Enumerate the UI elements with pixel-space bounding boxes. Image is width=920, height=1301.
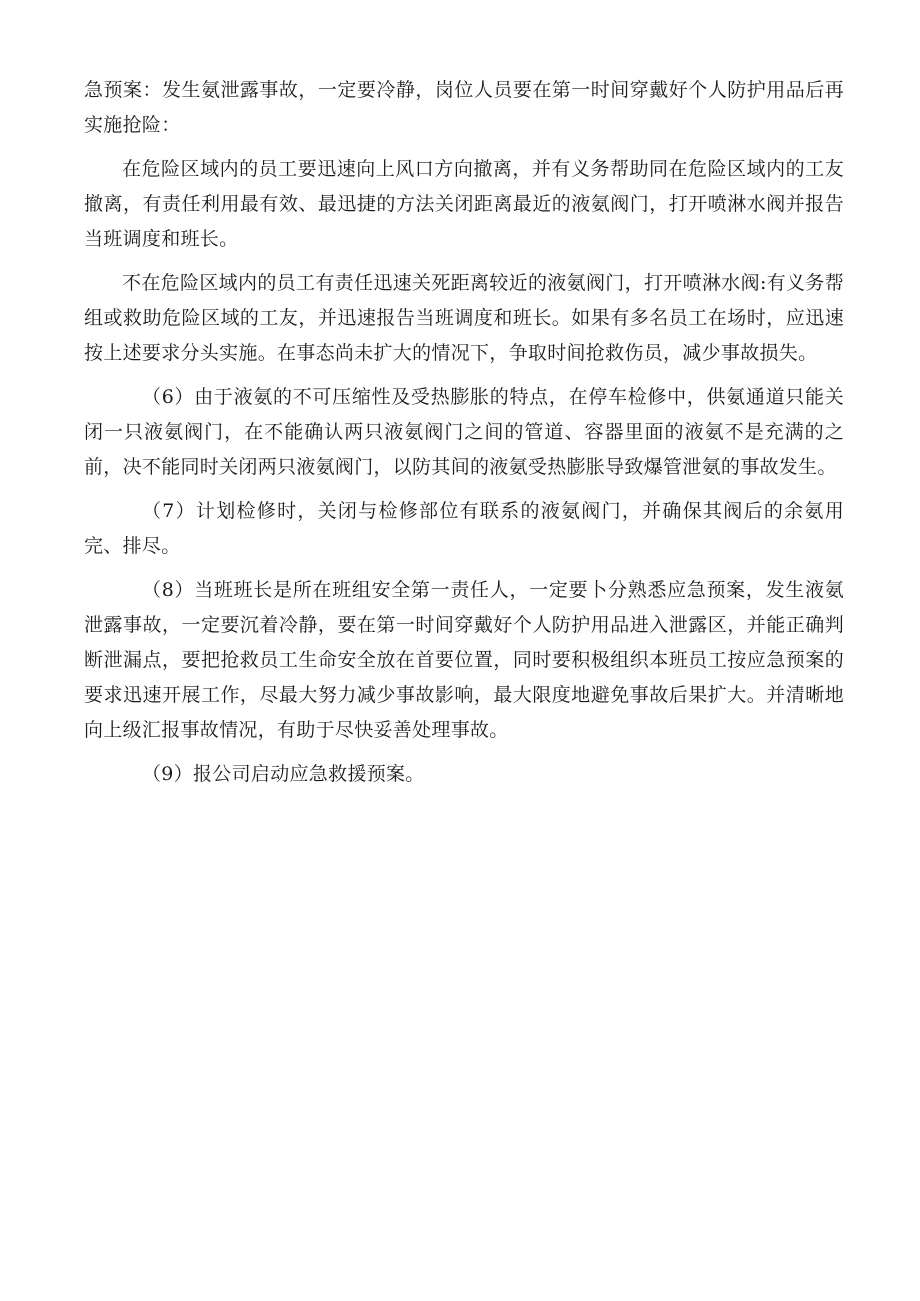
document-body bbox=[84, 73, 844, 792]
paragraph-item-6: （6）由于液氨的不可压缩性及受热膨胀的特点，在停车检修中，供氨通道只能关闭一只液氨阀门，在不能确认两只液氨阀门之间的管道、容器里面的液氨不是充满的之前，决不能同时关闭两只液氨阀门，以防其间的液氨受热膨胀导致爆管泄氨的事故发生。 bbox=[84, 386, 844, 478]
paragraph-item-7: （7）计划检修时，关闭与检修部位有联系的液氨阀门，并确保其阀后的余氨用完、排尽。 bbox=[84, 500, 844, 557]
paragraph-item-8: （8）当班班长是所在班组安全第一责任人，一定要卜分熟悉应急预案，发生液氨泄露事故，一定要沉着冷静，要在第一时间穿戴好个人防护用品进入泄露区，并能正确判断泄漏点，要把抢救员工生命安全放在首要位置，同时要积极组织本班员工按应急预案的要求迅速开展工作，尽最大努力减少事故影响，最大限度地避免事故后果扩大。并清晰地向上级汇报事故情况，有助于尽快妥善处理事故。 bbox=[84, 579, 844, 741]
paragraph-outside-danger-zone: 不在危险区域内的员工有责任迅速关死距离较近的液氨阀门，打开喷淋水阀:有义务帮组或救助危险区域的工友，并迅速报告当班调度和班长。如果有多名员工在场时，应迅速按上述要求分头实施。在事态尚未扩大的情况下，争取时间抢救伤员，减少事故损失。 bbox=[84, 272, 844, 364]
paragraph-continuation: 急预案：发生氨泄露事故，一定要冷静，岗位人员要在第一时间穿戴好个人防护用品后再实施抢险： bbox=[84, 79, 844, 136]
paragraph-evacuate-danger-zone: 在危险区域内的员工要迅速向上风口方向撤离，并有义务帮助同在危险区域内的工友撤离，有责任利用最有效、最迅捷的方法关闭距离最近的液氨阀门，打开喷淋水阀并报告当班调度和班长。 bbox=[84, 158, 844, 250]
paragraph-item-9: （9）报公司启动应急救援预案。 bbox=[142, 763, 425, 785]
